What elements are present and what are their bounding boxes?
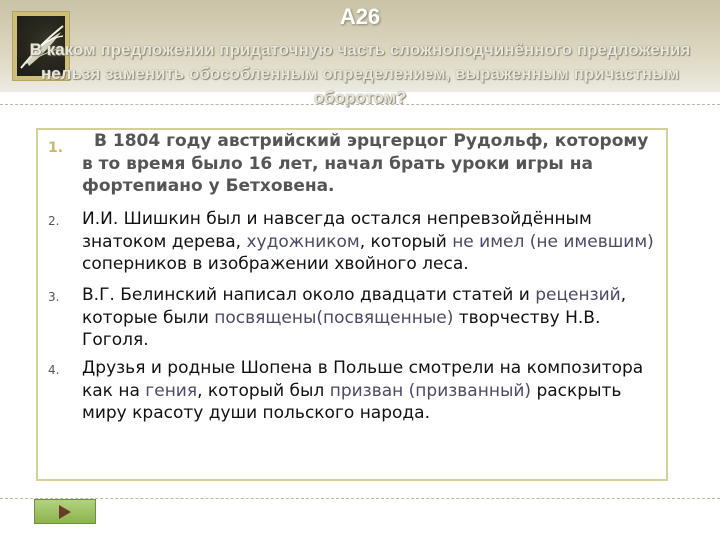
option-4-part: , который был bbox=[197, 380, 330, 401]
option-1: В 1804 году австрийский эрцгерцог Рудольф, которому в то время было 16 лет, начал брать уроки игры на фортепиано у Бетховена. bbox=[82, 131, 649, 196]
option-4-highlight: призван (призванный) bbox=[329, 380, 532, 401]
option-4-part: Друзья и родные Шопена в Польше смотрели на композитора как на bbox=[82, 358, 644, 401]
option-4-part: раскрыть миру красоту души польского народа. bbox=[82, 380, 622, 423]
option-4 bbox=[82, 357, 662, 425]
option-3-highlight: посвящены(посвященные) bbox=[214, 307, 454, 328]
option-2-part: И.И. Шишкин был и навсегда остался непревзойдённым знатоком дерева, bbox=[82, 209, 592, 252]
next-slide-button[interactable] bbox=[34, 499, 96, 524]
option-number-3: 3. bbox=[48, 290, 60, 304]
footer-divider bbox=[0, 498, 720, 499]
option-2-highlight: художником bbox=[246, 231, 360, 252]
option-3 bbox=[82, 284, 662, 352]
option-2-highlight: не имел (не имевшим) bbox=[452, 231, 654, 252]
option-number-1: 1. bbox=[48, 140, 64, 156]
option-3-part: творчеству Н.В. Гоголя. bbox=[82, 307, 601, 350]
question-text: В каком предложении придаточную часть сложноподчинённого предложения нельзя заменить обособленным определением, выраженным причастным оборотом? bbox=[29, 40, 691, 107]
option-2 bbox=[82, 208, 662, 276]
option-2-part: , который bbox=[359, 231, 453, 252]
play-arrow-icon bbox=[59, 505, 71, 519]
header-divider bbox=[0, 104, 720, 105]
option-number-2: 2. bbox=[48, 214, 60, 228]
option-3-highlight: рецензий bbox=[535, 285, 621, 305]
option-number-4: 4. bbox=[48, 363, 60, 377]
option-2-part: соперников в изображении хвойного леса. bbox=[82, 254, 469, 274]
slide-number: A26 bbox=[339, 4, 381, 29]
option-4-highlight: гения bbox=[145, 380, 198, 401]
option-3-part: В.Г. Белинский написал около двадцати статей и bbox=[82, 285, 536, 305]
option-3-part: , которые были bbox=[82, 285, 627, 328]
